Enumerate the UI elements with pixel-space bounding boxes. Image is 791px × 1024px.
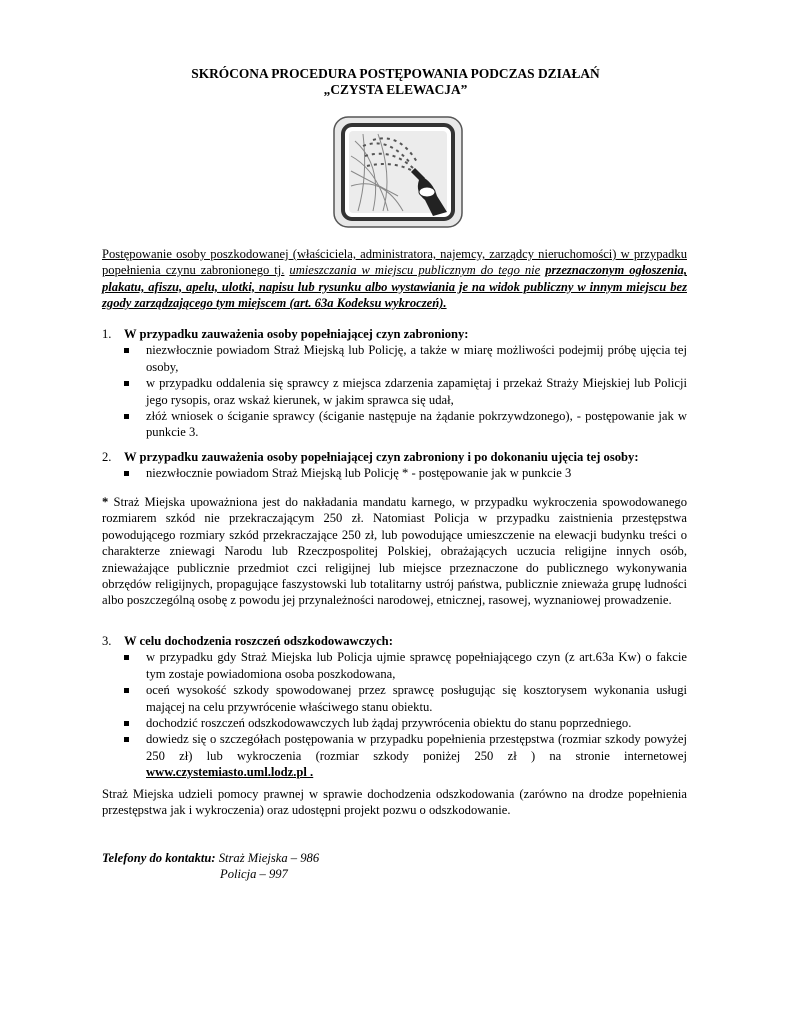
section-3	[102, 633, 687, 781]
list-item: złóż wniosek o ściganie sprawcy (ściganie następuje na żądanie pokrzywdzonego), - postępowanie jak w punkcie 3.	[146, 409, 687, 440]
section-3-heading: W celu dochodzenia roszczeń odszkodowawczych:	[124, 634, 393, 648]
contact-block	[102, 850, 319, 883]
footnote-paragraph	[102, 494, 687, 609]
section-3-list	[102, 649, 687, 780]
list-item: niezwłocznie powiadom Straż Miejską lub Policję * - postępowanie jak w punkcie 3	[146, 465, 687, 481]
list-item: w przypadku oddalenia się sprawcy z miejsca zdarzenia zapamiętaj i przekaż Straży Miejskiej lub Policji jego rysopis, oraz wskaż kierunek, w jakim sprawca się udał,	[146, 376, 687, 407]
document-title-line1: SKRÓCONA PROCEDURA POSTĘPOWANIA PODCZAS DZIAŁAŃ	[191, 66, 600, 81]
intro-paragraph	[102, 246, 687, 312]
section-3-number: 3.	[102, 634, 112, 648]
legal-help-paragraph: Straż Miejska udzieli pomocy prawnej w sprawie dochodzenia odszkodowania (zarówno na drodze popełnienia przestępstwa jak i wykroczenia) oraz udostępni projekt pozwu o odszkodowanie.	[102, 787, 687, 818]
contact-label: Telefony do kontaktu:	[102, 851, 216, 865]
intro-italic-text: umieszczania w miejscu publicznym do tego nie	[289, 263, 541, 278]
section-2-number: 2.	[102, 450, 112, 464]
section-2-list	[102, 465, 687, 481]
section-1-heading: W przypadku zauważenia osoby popełniającej czyn zabroniony:	[124, 327, 469, 341]
contact-police: Policja – 997	[220, 867, 288, 882]
document-title-line2: „CZYSTA ELEWACJA”	[323, 82, 468, 97]
last-item-text: dowiedz się o szczegółach postępowania w przypadku popełnienia przestępstwa (rozmiar szkody powyżej 250 zł) lub wykroczenia (rozmiar szkody poniżej 250 zł ) na stronie internetowej	[146, 732, 687, 763]
section-2	[102, 449, 687, 482]
graffiti-spray-icon	[333, 116, 463, 228]
footnote-star: *	[102, 495, 109, 509]
intro-bold-italic-text: przeznaczonym ogłoszenia, plakatu, afiszu, apelu, ulotki, napisu lub rysunku albo wystawiania je na widok publiczny w innym miejscu bez zgody zarządzającego tym miejscem (art. 63a Kodeksu wykroczeń).	[102, 263, 687, 311]
section-2-heading: W przypadku zauważenia osoby popełniającej czyn zabroniony i po dokonaniu ujęcia tej osoby:	[124, 450, 639, 464]
section-1-list	[102, 342, 687, 440]
contact-city-guard: Straż Miejska – 986	[218, 851, 320, 865]
section-1-number: 1.	[102, 327, 112, 341]
list-item: niezwłocznie powiadom Straż Miejską lub Policję, a także w miarę możliwości podejmij próbę ujęcia tej osoby,	[146, 343, 687, 374]
list-item: w przypadku gdy Straż Miejska lub Policja ujmie sprawcę popełniającego czyn (z art.63a Kw) o fakcie tym zostaje powiadomiona osoba poszkodowana,	[146, 650, 687, 681]
section-1	[102, 326, 687, 441]
list-item: dochodzić roszczeń odszkodowawczych lub żądaj przywrócenia obiektu do stanu poprzedniego.	[146, 715, 687, 731]
list-item: oceń wysokość szkody spowodowanej przez sprawcę posługując się kosztorysem wykonania usługi mającej na celu przywrócenie właściwego stanu obiektu.	[146, 683, 687, 714]
website-link[interactable]: www.czystemiasto.uml.lodz.pl .	[146, 765, 314, 780]
list-item	[146, 731, 687, 780]
footnote-text: Straż Miejska upoważniona jest do nakładania mandatu karnego, w przypadku wykroczenia spowodowanego rozmiarem szkód nie przekraczającym 250 zł. Natomiast Policja w przypadku zaistnienia przestępstwa powodującego rozmiary szkód przekraczające 250 zł, lub powodujące umieszczenie na elewacji budynku treści o charakterze zniewagi Narodu lub Rzeczpospolitej Polskiej, obrażających uczucia religijne innych osób, znieważające publicznie przedmiot czci religijnej lub miejsce przeznaczone do publicznego wykonywania obrzędów religijnych, propagujące faszystowski lub totalitarny ustrój państwa, publicznie znieważa grupę ludności albo poszczególną osobę z powodu jej przynależności narodowej, etnicznej, rasowej, wyznaniowej prowadzenie.	[102, 495, 687, 608]
intro-plain-text: Postępowanie osoby poszkodowanej (właściciela, administratora, najemcy, zarządcy nieruchomości) w przypadku popełnienia czynu zabronionego tj.	[102, 247, 687, 278]
